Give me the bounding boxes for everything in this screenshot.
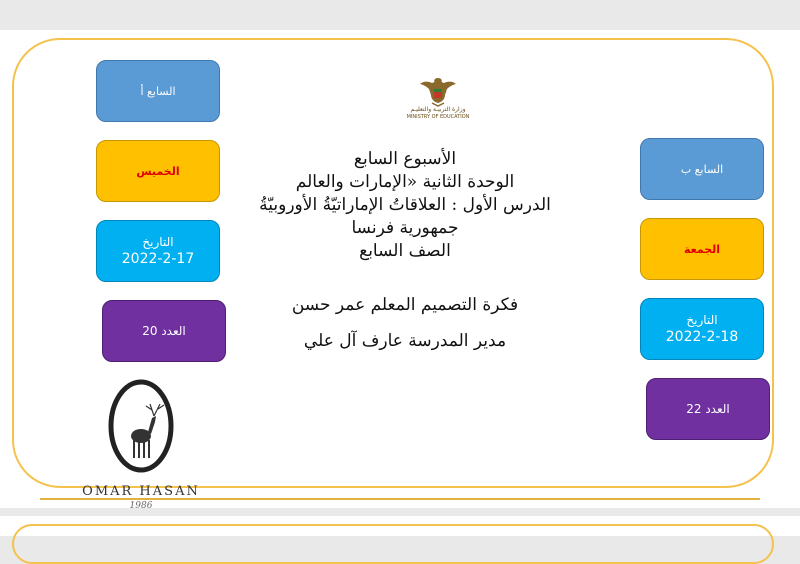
designer-credit: فكرة التصميم المعلم عمر حسن [291,295,519,315]
week-title: الأسبوع السابع [353,149,457,169]
count-label: العدد 20 [142,324,186,338]
principal-credit: مدير المدرسة عارف آل علي [303,331,507,351]
count-box-right [646,378,770,440]
day-box-friday [640,218,764,280]
ministry-name-en: MINISTRY OF EDUCATION [406,114,470,120]
next-slide-frame [12,524,774,564]
class-box-7a [96,60,220,122]
class-label: السابع أ [140,84,176,98]
signature-logo [72,376,210,522]
date-label: التاريخ [686,313,718,327]
slide [0,30,800,511]
ministry-name-ar: وزارة التربيـة والتعليـم [410,106,466,113]
unit-title: الوحدة الثانية «الإمارات والعالم [295,172,515,192]
date-box-right [640,298,764,360]
day-label: الخميس [136,164,180,178]
lesson-title: الدرس الأول : العلاقاتُ الإماراتيّةُ الأوروبيّةُ [259,195,551,215]
date-label: التاريخ [142,235,174,249]
class-box-7b [640,138,764,200]
deer-emblem-icon [72,376,210,476]
country-title: جمهورية فرنسا [351,218,459,238]
date-value: 2022-2-17 [121,251,195,267]
signature-name: OMAR HASAN [82,484,200,499]
grade-title: الصف السابع [359,241,451,261]
falcon-emblem-icon [420,78,456,106]
count-label: العدد 22 [686,402,730,416]
signature-mark: 1986 [129,501,153,511]
date-value: 2022-2-18 [665,329,739,345]
class-label: السابع ب [680,162,724,176]
day-label: الجمعة [683,242,721,256]
